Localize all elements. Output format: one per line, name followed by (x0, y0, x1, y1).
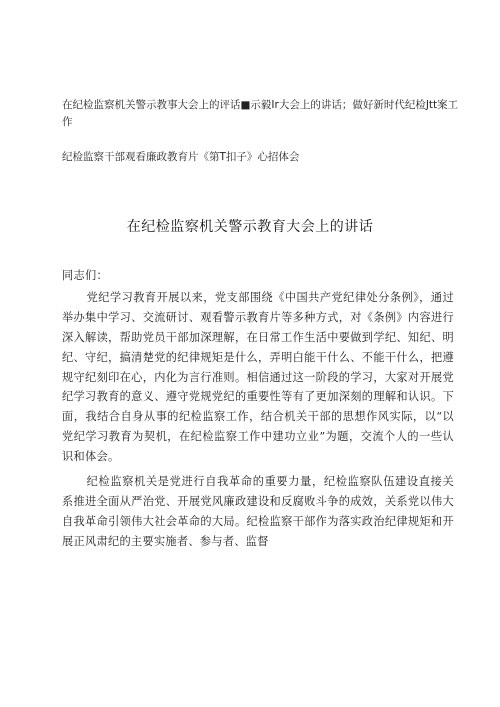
document-body (62, 266, 454, 552)
paragraph-2: 纪检监察机关是党进行自我革命的重要力量，纪检监察队伍建设直接关系推进全面从严治党、开展党风廉政建设和反腐败斗争的成效，关系党以伟大自我革命引领伟大社会革命的大局。纪检监察干部作为落实政治纪律规矩和开展正风肃纪的主要实施者、参与者、监督 (62, 475, 454, 548)
salutation: 同志们： (62, 269, 108, 282)
document-title: 在纪检监察机关警示教育大会上的讲话 (126, 219, 374, 235)
related-article-2[interactable]: 纪检监察干部观看廉政教育片《第T扣子》心招体会 (62, 151, 300, 163)
paragraph-1: 党纪学习教育开展以来，党支部围绕《中国共产党纪律处分条例》，通过举办集中学习、交流研讨、观看警示教育片等多种方式，对《条例》内容进行深入解读，帮助党员干部加深理解，在日常工作生活中要做到学纪、知纪、明纪、守纪，搞清楚党的纪律规矩是什么，弄明白能干什么、不能干什么，把遵规守纪刻印在心，内化为言行准则。相信通过这一阶段的学习，大家对开展党纪学习教育的意义、遵守党规党纪的重要性等有了更加深刻的理解和认识。下面，我结合自身从事的纪检监察工作，结合机关干部的思想作风实际，以“以党纪学习教育为契机，在纪检监察工作中建功立业”为题，交流个人的一些认识和体会。 (62, 290, 454, 464)
related-article-1[interactable]: 在纪检监察机关警示教事大会上的评话■示毅Ir大会上的讲话；做好新时代纪检Jtt案工作 (62, 99, 459, 128)
related-articles (62, 97, 462, 166)
